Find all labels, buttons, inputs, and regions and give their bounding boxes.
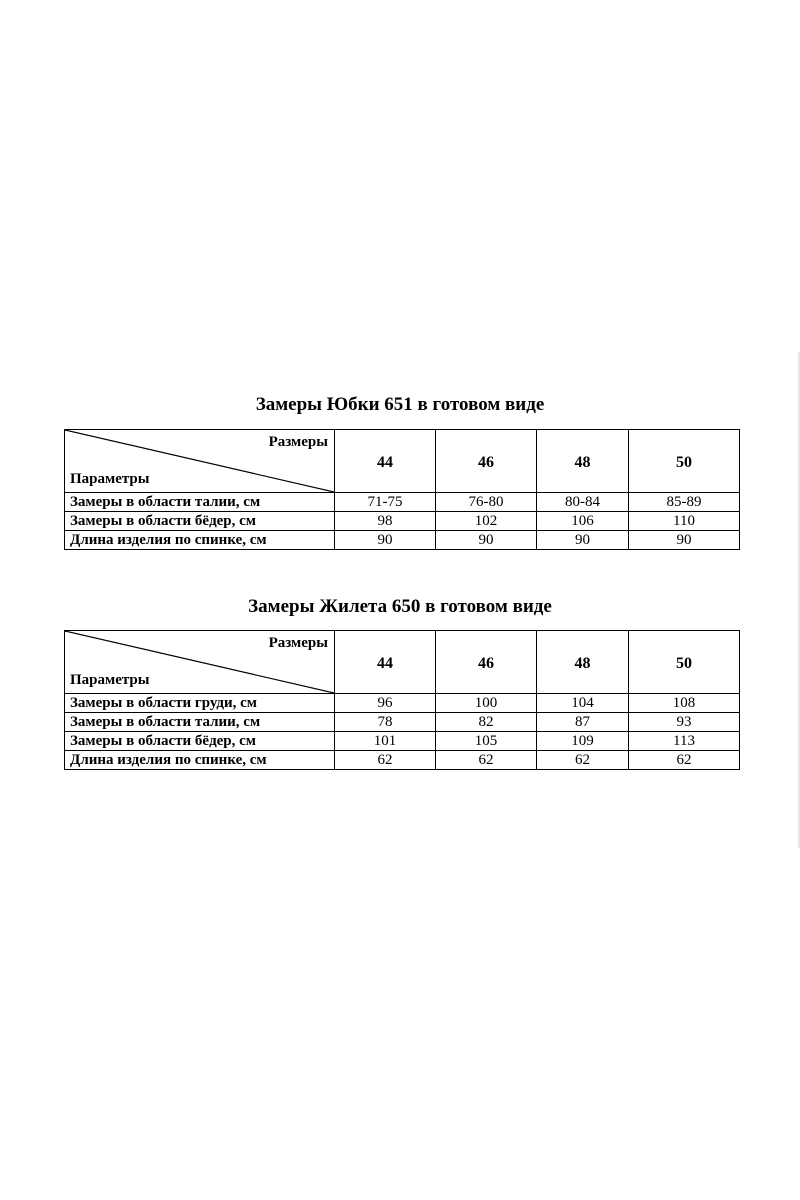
table-cell: 113 xyxy=(629,732,740,751)
table-cell: 62 xyxy=(436,751,537,770)
table-row xyxy=(65,493,740,512)
sizes-label: Размеры xyxy=(268,434,328,450)
table-corner-cell xyxy=(65,430,335,493)
table-cell: 90 xyxy=(537,531,629,550)
table-cell: 102 xyxy=(436,512,537,531)
table-cell: 100 xyxy=(436,694,537,713)
table-cell: 62 xyxy=(537,751,629,770)
table-cell: 78 xyxy=(335,713,436,732)
size-header: 48 xyxy=(537,430,629,493)
size-header: 44 xyxy=(335,430,436,493)
table-cell: 62 xyxy=(629,751,740,770)
param-name: Замеры в области бёдер, см xyxy=(65,732,335,751)
params-label: Параметры xyxy=(70,471,150,487)
skirt-measurements-table xyxy=(64,429,740,550)
table-cell: 109 xyxy=(537,732,629,751)
size-header: 50 xyxy=(629,631,740,694)
table-cell: 104 xyxy=(537,694,629,713)
table-cell: 82 xyxy=(436,713,537,732)
size-header: 50 xyxy=(629,430,740,493)
table-corner-cell xyxy=(65,631,335,694)
size-header: 44 xyxy=(335,631,436,694)
size-header: 46 xyxy=(436,631,537,694)
params-label: Параметры xyxy=(70,672,150,688)
table-row xyxy=(65,732,740,751)
table-row xyxy=(65,512,740,531)
table-cell: 85-89 xyxy=(629,493,740,512)
table-header-row xyxy=(65,430,740,493)
table-cell: 98 xyxy=(335,512,436,531)
size-header: 48 xyxy=(537,631,629,694)
vest-table-title: Замеры Жилета 650 в готовом виде xyxy=(248,596,552,617)
table-row xyxy=(65,531,740,550)
table-cell: 80-84 xyxy=(537,493,629,512)
table-cell: 93 xyxy=(629,713,740,732)
param-name: Длина изделия по спинке, см xyxy=(65,751,335,770)
table-row xyxy=(65,751,740,770)
table-cell: 108 xyxy=(629,694,740,713)
table-cell: 76-80 xyxy=(436,493,537,512)
param-name: Замеры в области бёдер, см xyxy=(65,512,335,531)
param-name: Замеры в области талии, см xyxy=(65,713,335,732)
table-cell: 90 xyxy=(629,531,740,550)
table-cell: 96 xyxy=(335,694,436,713)
table-cell: 87 xyxy=(537,713,629,732)
table-cell: 90 xyxy=(335,531,436,550)
table-cell: 101 xyxy=(335,732,436,751)
table-row xyxy=(65,694,740,713)
table-cell: 90 xyxy=(436,531,537,550)
skirt-table-title: Замеры Юбки 651 в готовом виде xyxy=(255,394,545,415)
param-name: Замеры в области талии, см xyxy=(65,493,335,512)
table-cell: 71-75 xyxy=(335,493,436,512)
table-cell: 106 xyxy=(537,512,629,531)
sizes-label: Размеры xyxy=(268,635,328,651)
table-cell: 110 xyxy=(629,512,740,531)
size-header: 46 xyxy=(436,430,537,493)
table-row xyxy=(65,713,740,732)
table-cell: 105 xyxy=(436,732,537,751)
param-name: Длина изделия по спинке, см xyxy=(65,531,335,550)
table-header-row xyxy=(65,631,740,694)
param-name: Замеры в области груди, см xyxy=(65,694,335,713)
vest-measurements-table xyxy=(64,630,740,770)
table-cell: 62 xyxy=(335,751,436,770)
